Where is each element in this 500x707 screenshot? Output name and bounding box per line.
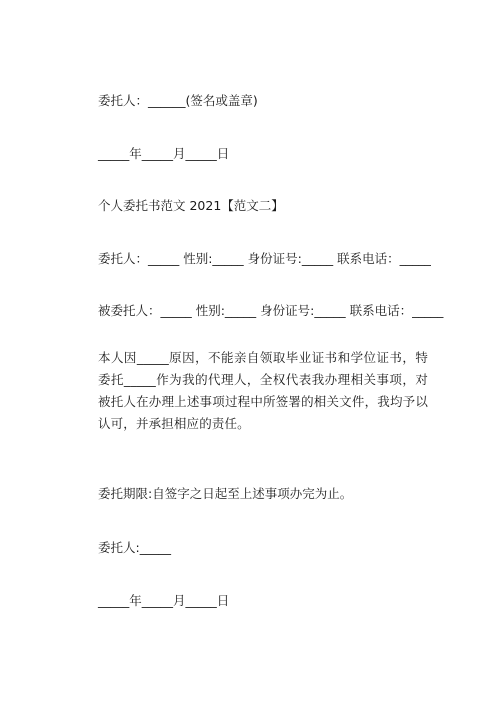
section-title: 个人委托书范文 2021【范文二】: [98, 198, 284, 213]
principal-line: 委托人:_____: [98, 540, 171, 555]
agent-info-line: 被委托人：_____ 性别:_____ 身份证号:_____ 联系电话：_____: [98, 303, 444, 318]
date-line-bottom: _____年_____月_____日: [98, 593, 230, 608]
principal-signature-line: 委托人：______(签名或盖章): [98, 93, 258, 108]
date-line: _____年_____月_____日: [98, 146, 230, 161]
term-line: 委托期限:自签字之日起至上述事项办完为止。: [98, 486, 353, 501]
principal-info-line: 委托人：_____ 性别:_____ 身份证号:_____ 联系电话：_____: [98, 251, 431, 266]
authorization-paragraph: 本人因_____原因，不能亲自领取毕业证书和学位证书，特委托_____作为我的代理人，全权代表我办理相关事项，对被托人在办理上述事项过程中所签署的相关文件，我均予以认可，并承担相应的责任。: [98, 350, 428, 431]
